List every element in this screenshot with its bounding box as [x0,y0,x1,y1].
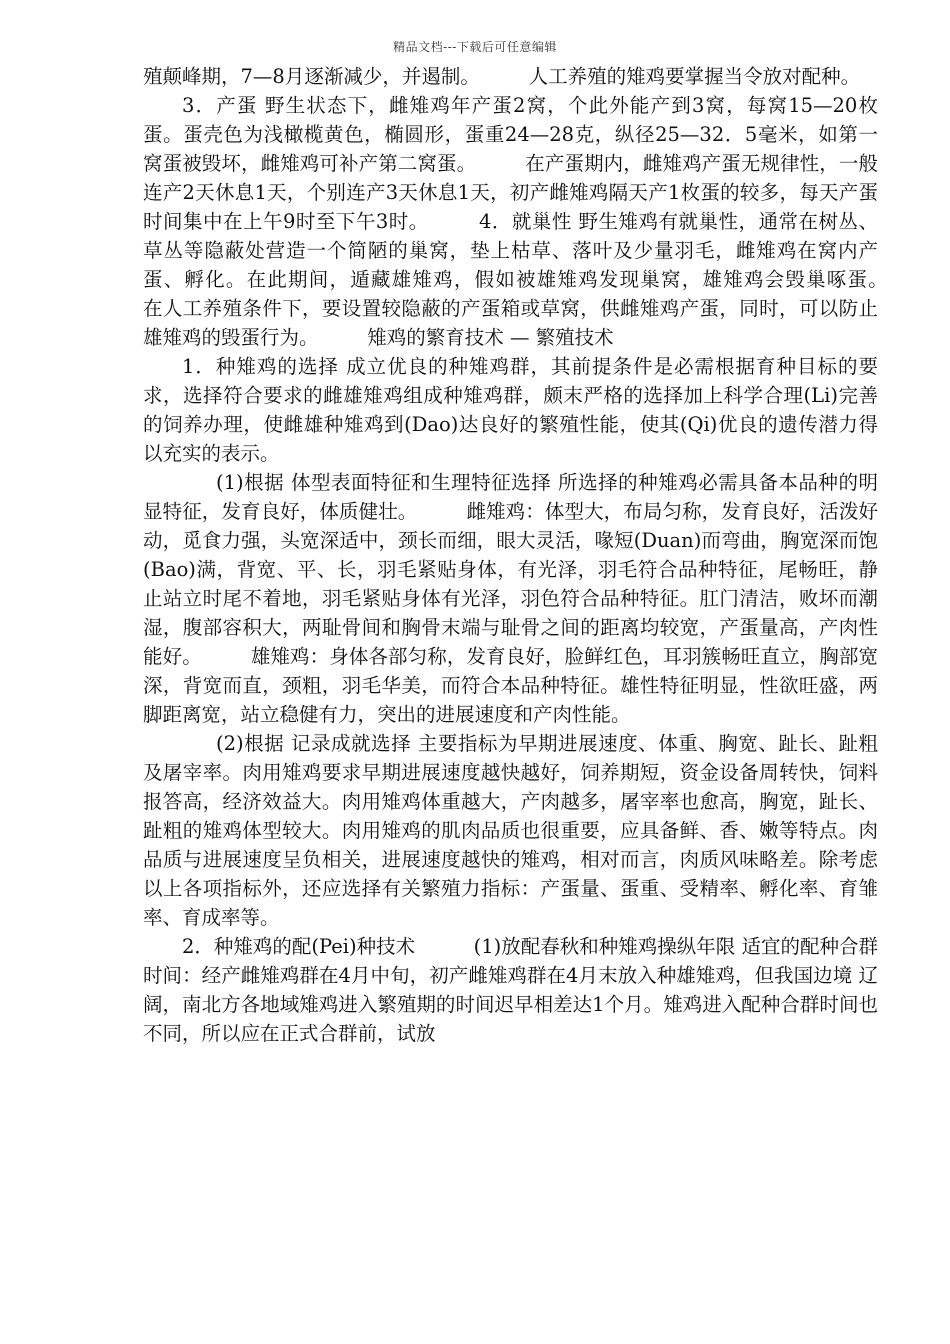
page-header: 精品文档---下载后可任意编辑 [393,40,557,54]
paragraph-5: (2)根据 记录成就选择 主要指标为早期进展速度、体重、胸宽、趾长、趾粗及屠宰率。肉用雉鸡要求早期进展速度越快越好，饲养期短，资金设备周转快，饲料报答高，经济效益大。肉用雉鸡体重越大，产肉越多，屠宰率也愈高，胸宽，趾长、趾粗的雉鸡体型较大。肉用雉鸡的肌肉品质也很重要，应具备鲜、香、嫩等特点。肉品质与进展速度呈负相关，进展速度越快的雉鸡，相对而言，肉质风味略差。除考虑以上各项指标外，还应选择有关繁殖力指标：产蛋量、蛋重、受精率、孵化率、育雏率、育成率等。 [143,732,878,929]
paragraph-2: 3．产蛋 野生状态下，雌雉鸡年产蛋2窝，个此外能产到3窝，每窝15—20枚蛋。蛋壳色为浅橄榄黄色，椭圆形，蛋重24—28克，纵径25—32．5毫米，如第一窝蛋被毁坏，雌雉鸡可补产第二窝蛋。 在产蛋期内，雌雉鸡产蛋无规律性，一般连产2天休息1天，个别连产3天休息1天，初产雌雉鸡隔天产1枚蛋的较多，每天产蛋时间集中在上午9时至下午3时。 4．就巢性 野生雉鸡有就巢性，通常在树丛、草丛等隐蔽处营造一个简陋的巢窝，垫上枯草、落叶及少量羽毛，雌雉鸡在窝内产蛋、孵化。在此期间，遁藏雄雉鸡，假如被雄雉鸡发现巢窝，雄雉鸡会毁巢啄蛋。 在人工养殖条件下，要设置较隐蔽的产蛋箱或草窝，供雌雉鸡产蛋，同时，可以防止雄雉鸡的毁蛋行为。 雉鸡的繁育技术 — 繁殖技术 [143,94,937,349]
paragraph-4: (1)根据 体型表面特征和生理特征选择 所选择的种雉鸡必需具备本品种的明显特征，发育良好，体质健壮。 雌雉鸡：体型大，布局匀称，发育良好，活泼好动，觅食力强，头宽深适中，颈长而细，眼大灵活，喙短(Duan)而弯曲，胸宽深而饱(Bao)满，背宽、平、长，羽毛紧贴身体，有光泽，羽毛符合品种特征，尾畅旺，静止站立时尾不着地，羽毛紧贴身体有光泽，羽色符合品种特征。肛门清洁，败坏而潮湿，腹部容积大，两耻骨间和胸骨末端与耻骨之间的距离均较宽，产蛋量高，产肉性能好。 雄雉鸡：身体各部匀称，发育良好，脸鲜红色，耳羽簇畅旺直立，胸部宽深，背宽而直，颈粗，羽毛华美，而符合本品种特征。雄性特征明显，性欲旺盛，两脚距离宽，站立稳健有力，突出的进展速度和产肉性能。 [143,471,878,726]
paragraph-1: 殖颠峰期，7—8月逐渐减少，并遏制。 人工养殖的雉鸡要掌握当令放对配种。 [143,65,861,88]
paragraph-3: 1．种雉鸡的选择 成立优良的种雉鸡群，其前提条件是必需根据育种目标的要求，选择符合要求的雌雄雉鸡组成种雉鸡群，颇末严格的选择加上科学合理(Li)完善的饲养办理，使雌雄种雉鸡到(Dao)达良好的繁殖性能，使其(Qi)优良的遗传潜力得以充实的表示。 [143,355,878,465]
document-body [143,62,937,1048]
paragraph-6: 2．种雉鸡的配(Pei)种技术 (1)放配春秋和种雉鸡操纵年限 适宜的配种合群时间：经产雌雉鸡群在4月中旬，初产雌雉鸡群在4月末放入种雄雉鸡，但我国边境 辽阔，南北方各地域雉鸡进入繁殖期的时间迟早相差达1个月。雉鸡进入配种合群时间也不同，所以应在正式合群前，试放 [143,935,878,1045]
